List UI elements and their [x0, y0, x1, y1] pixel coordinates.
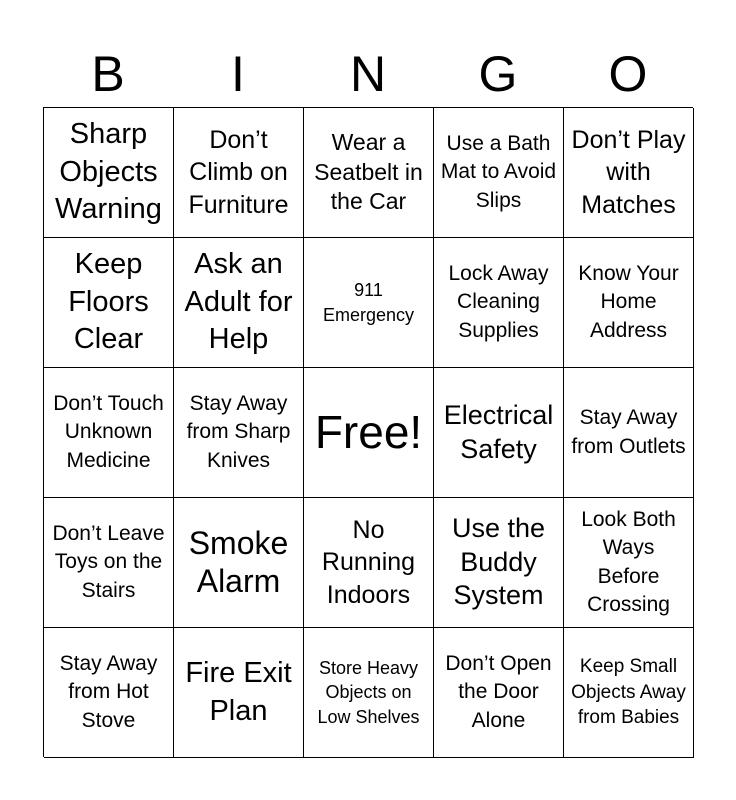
bingo-cell[interactable]: [174, 368, 304, 498]
bingo-cell[interactable]: [434, 628, 564, 758]
cell-text: Use a Bath Mat to Avoid Slips: [440, 131, 557, 212]
cell-text: Wear a Seatbelt in the Car: [314, 129, 423, 215]
cell-text: Don’t Leave Toys on the Stairs: [52, 521, 165, 602]
bingo-cell[interactable]: [174, 628, 304, 758]
bingo-cell[interactable]: [44, 238, 174, 368]
header-letter-i: I: [231, 46, 245, 102]
bingo-cell[interactable]: [564, 628, 694, 758]
bingo-cell[interactable]: [434, 238, 564, 368]
bingo-header: [43, 40, 693, 108]
cell-text: Don’t Play with Matches: [571, 125, 686, 219]
bingo-cell[interactable]: [564, 498, 694, 628]
bingo-board: [43, 107, 693, 757]
cell-text: Store Heavy Objects on Low Shelves: [317, 658, 420, 727]
cell-text: Use the Buddy System: [451, 512, 546, 611]
cell-text: Keep Small Objects Away from Babies: [571, 656, 686, 729]
bingo-cell[interactable]: [434, 108, 564, 238]
bingo-cell[interactable]: [304, 238, 434, 368]
bingo-cell[interactable]: [44, 498, 174, 628]
cell-text: Lock Away Cleaning Supplies: [448, 261, 549, 342]
cell-text: Electrical Safety: [443, 399, 554, 464]
bingo-cell[interactable]: [564, 238, 694, 368]
bingo-cell[interactable]: [174, 238, 304, 368]
cell-text: Fire Exit Plan: [185, 656, 292, 727]
bingo-cell[interactable]: [304, 498, 434, 628]
cell-text: Don’t Open the Door Alone: [445, 651, 552, 732]
header-letter-b: B: [91, 46, 125, 102]
bingo-cell[interactable]: [44, 368, 174, 498]
bingo-cell[interactable]: [44, 108, 174, 238]
cell-text: 911 Emergency: [322, 280, 415, 325]
cell-text: Sharp Objects Warning: [55, 117, 162, 226]
cell-text: Stay Away from Sharp Knives: [186, 391, 291, 472]
bingo-free-cell[interactable]: [304, 368, 434, 498]
bingo-cell[interactable]: [304, 108, 434, 238]
header-letter-n: N: [349, 46, 387, 102]
bingo-cell[interactable]: [434, 498, 564, 628]
bingo-cell[interactable]: [44, 628, 174, 758]
bingo-cell[interactable]: [304, 628, 434, 758]
bingo-cell[interactable]: [174, 108, 304, 238]
cell-text: Smoke Alarm: [188, 524, 289, 599]
cell-text: Free!: [314, 406, 423, 459]
bingo-cell[interactable]: [564, 368, 694, 498]
cell-text: Look Both Ways Before Crossing: [581, 507, 676, 616]
header-letter-o: O: [608, 46, 648, 102]
cell-text: No Running Indoors: [321, 515, 416, 609]
cell-text: Stay Away from Hot Stove: [59, 651, 158, 732]
header-letter-g: G: [478, 46, 518, 102]
cell-text: Don’t Touch Unknown Medicine: [53, 391, 164, 472]
cell-text: Stay Away from Outlets: [571, 406, 686, 458]
bingo-cell[interactable]: [174, 498, 304, 628]
bingo-cell[interactable]: [564, 108, 694, 238]
cell-text: Know Your Home Address: [578, 261, 679, 342]
cell-text: Keep Floors Clear: [68, 247, 149, 356]
cell-text: Ask an Adult for Help: [184, 247, 293, 356]
bingo-cell[interactable]: [434, 368, 564, 498]
cell-text: Don’t Climb on Furniture: [188, 125, 289, 219]
